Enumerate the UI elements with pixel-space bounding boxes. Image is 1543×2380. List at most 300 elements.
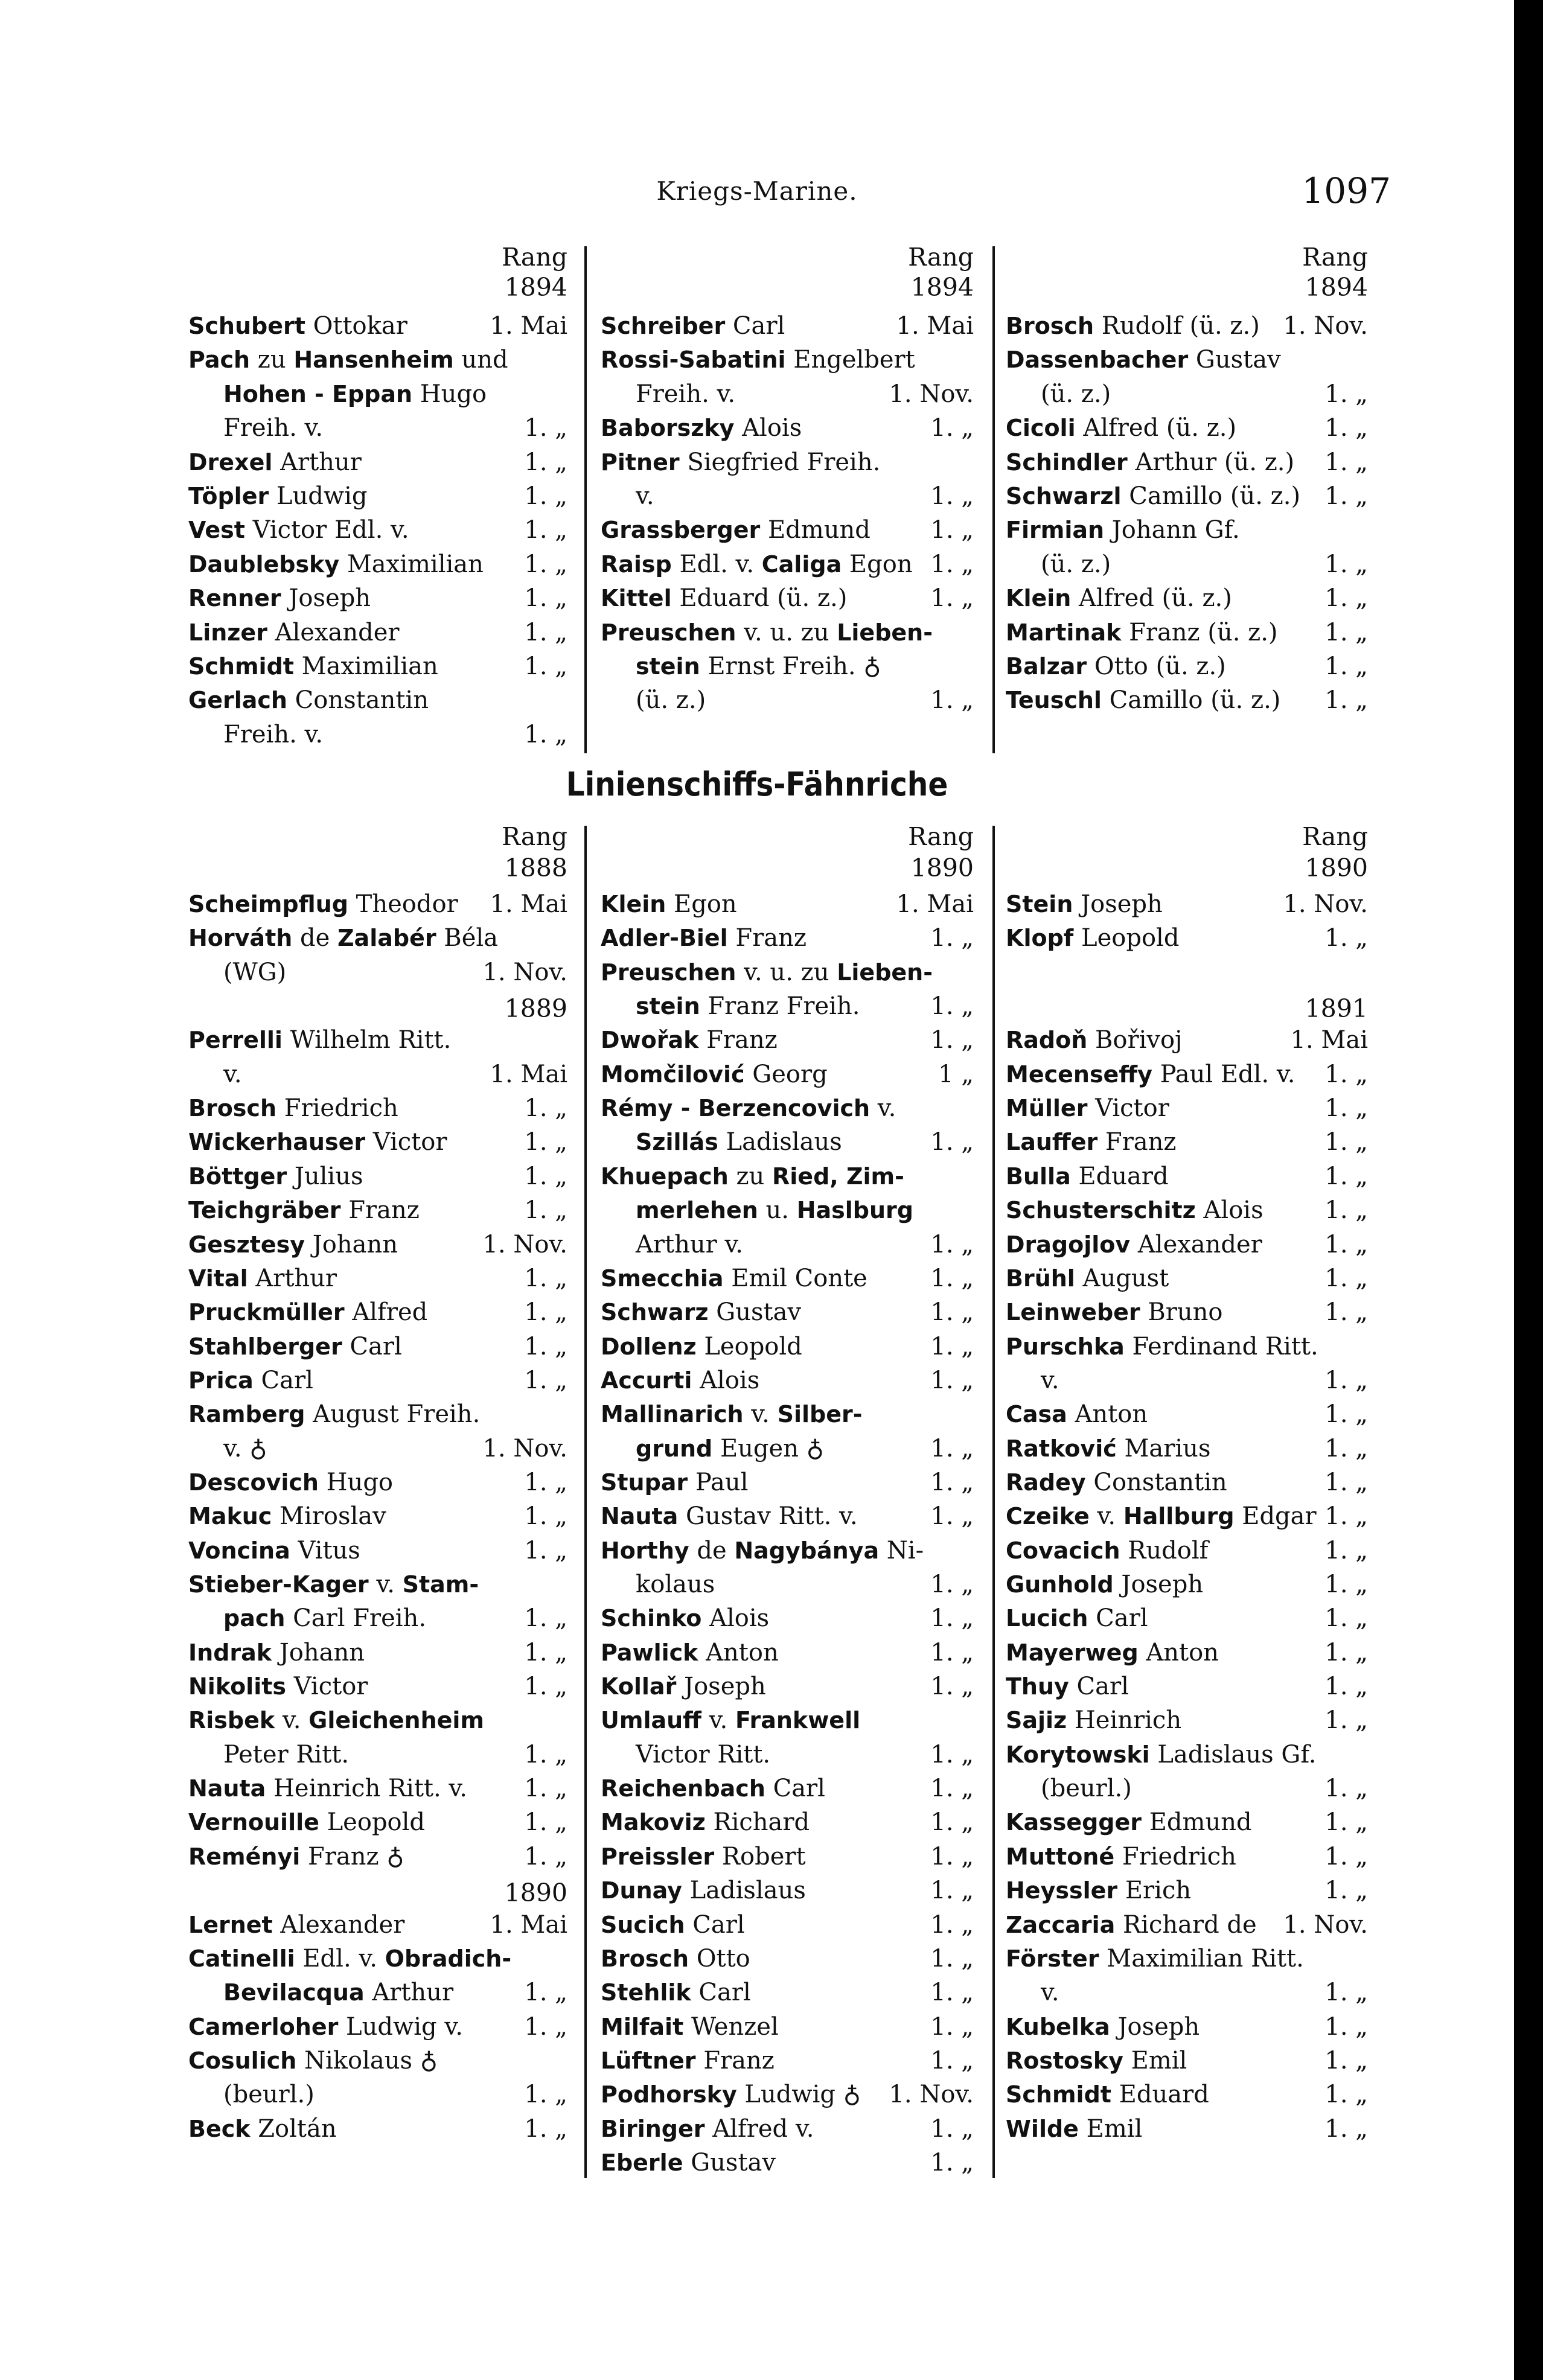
given-name: Friedrich bbox=[1114, 1842, 1236, 1871]
rang-heading: Rang bbox=[502, 243, 567, 272]
given-name: Ludwig ♁ bbox=[736, 2081, 861, 2109]
surname-part: Hallburg bbox=[1123, 1503, 1235, 1530]
surname: Beck bbox=[188, 2115, 251, 2142]
surname: stein bbox=[636, 993, 700, 1020]
rank-date: 1. „ bbox=[930, 1264, 974, 1292]
rank-date: 1. „ bbox=[1324, 2081, 1368, 2109]
given-name: (WG) bbox=[223, 958, 287, 986]
surname-part: Obradich- bbox=[385, 1945, 512, 1972]
roster-entry bbox=[1006, 1295, 1368, 1329]
rank-date: 1. „ bbox=[1324, 414, 1368, 442]
rank-date: 1. „ bbox=[1324, 1775, 1368, 1803]
given-name: kolaus bbox=[636, 1571, 715, 1598]
roster-entry bbox=[188, 1499, 567, 1533]
given-name: Carl bbox=[691, 1979, 751, 2007]
rank-date: 1. „ bbox=[524, 618, 567, 646]
rank-date: 1. „ bbox=[1324, 550, 1368, 578]
given-name: Georg bbox=[744, 1060, 828, 1088]
surname: Pach bbox=[188, 346, 251, 374]
surname-part: Ried, Zim- bbox=[772, 1163, 904, 1190]
surname: Risbek bbox=[188, 1707, 275, 1734]
rank-date: 1. „ bbox=[930, 1298, 974, 1327]
rank-date: 1. „ bbox=[930, 550, 974, 578]
rang-heading: Rang bbox=[1302, 822, 1368, 851]
given-name: Alois bbox=[734, 414, 802, 442]
rank-date: 1. „ bbox=[524, 1298, 567, 1327]
surname: Kollař bbox=[601, 1673, 677, 1700]
given-name: Alois bbox=[1195, 1196, 1263, 1225]
year-heading: 1890 bbox=[1305, 853, 1368, 882]
surname: Vernouille bbox=[188, 1809, 319, 1836]
rank-date: 1. „ bbox=[1324, 2114, 1368, 2143]
given-name: Richard bbox=[705, 1808, 810, 1837]
rank-date: 1. „ bbox=[1324, 2012, 1368, 2041]
rank-date: 1. Nov. bbox=[889, 2081, 974, 2109]
rank-date: 1. „ bbox=[524, 2012, 567, 2041]
surname: Reichenbach bbox=[601, 1775, 765, 1802]
given-name: Leopold bbox=[696, 1332, 802, 1361]
rank-date: 1. „ bbox=[930, 1673, 974, 1701]
surname: Korytowski bbox=[1006, 1741, 1150, 1768]
rank-date: 1. „ bbox=[524, 1162, 567, 1190]
surname: Renner bbox=[188, 585, 281, 612]
roster-entry bbox=[223, 1738, 567, 1772]
roster-entry bbox=[1006, 1432, 1368, 1466]
surname: Klopf bbox=[1006, 925, 1074, 952]
roster-entry bbox=[188, 1228, 567, 1262]
roster-entry bbox=[188, 1295, 567, 1329]
surname: Descovich bbox=[188, 1469, 319, 1496]
rank-date: 1. „ bbox=[1324, 1877, 1368, 1905]
surname: Voncina bbox=[188, 1537, 290, 1564]
given-name: Alexander bbox=[267, 618, 400, 646]
surname-part: Haslburg bbox=[796, 1197, 913, 1224]
given-name: (ü. z.) bbox=[1041, 550, 1111, 578]
roster-entry bbox=[601, 1601, 974, 1635]
roster-entry bbox=[601, 2044, 974, 2078]
roster-entry bbox=[1006, 1942, 1368, 1976]
rank-date: 1. „ bbox=[1324, 1434, 1368, 1463]
given-name: Eugen ♁ bbox=[712, 1434, 824, 1463]
surname: Catinelli bbox=[188, 1945, 295, 1972]
surname: Dragojlov bbox=[1006, 1231, 1131, 1258]
surname: Radey bbox=[1006, 1469, 1086, 1496]
rank-date: 1. „ bbox=[524, 1128, 567, 1157]
surname: Brosch bbox=[1006, 313, 1094, 339]
given-name: zu bbox=[728, 1162, 773, 1190]
roster-entry bbox=[1006, 683, 1368, 717]
rank-date: 1. „ bbox=[1324, 584, 1368, 613]
given-name: de bbox=[689, 1536, 735, 1565]
given-name: August Freih. bbox=[305, 1400, 481, 1429]
surname: stein bbox=[636, 653, 700, 680]
given-name: Nikolaus ♁ bbox=[296, 2046, 438, 2075]
surname: Scheimpflug bbox=[188, 891, 348, 917]
roster-entry bbox=[601, 2146, 974, 2180]
roster-entry bbox=[601, 547, 974, 581]
surname: Preissler bbox=[601, 1843, 715, 1870]
roster-entry bbox=[188, 1636, 567, 1670]
surname: Gunhold bbox=[1006, 1571, 1114, 1598]
roster-entry bbox=[601, 309, 974, 343]
roster-entry bbox=[188, 1942, 567, 1976]
given-name: Ladislaus bbox=[718, 1128, 842, 1157]
roster-entry bbox=[188, 2044, 567, 2078]
given-name: Ladislaus bbox=[682, 1877, 806, 1905]
given-name: Ladislaus Gf. bbox=[1149, 1740, 1317, 1769]
given-name: (ü. z.) bbox=[636, 686, 706, 715]
rank-date: 1. „ bbox=[524, 1775, 567, 1803]
roster-entry bbox=[601, 2010, 974, 2044]
rank-date: 1. Nov. bbox=[482, 1434, 567, 1463]
surname: Klein bbox=[601, 891, 666, 917]
roster-entry bbox=[223, 718, 567, 751]
surname: Thuy bbox=[1006, 1673, 1069, 1700]
rank-date: 1. „ bbox=[524, 448, 567, 476]
given-name: Constantin bbox=[1085, 1468, 1227, 1496]
rank-date: 1. „ bbox=[1324, 1298, 1368, 1327]
rank-date: 1. Mai bbox=[896, 312, 974, 340]
column-divider bbox=[992, 246, 995, 753]
rank-date: 1. Nov. bbox=[889, 380, 974, 408]
given-name: Arthur (ü. z.) bbox=[1127, 448, 1295, 476]
roster-entry bbox=[1006, 2112, 1368, 2146]
rank-date: 1. „ bbox=[1324, 1128, 1368, 1157]
surname: Umlauff bbox=[601, 1707, 701, 1734]
roster-entry bbox=[601, 1670, 974, 1703]
rank-date: 1. „ bbox=[1324, 1162, 1368, 1190]
roster-entry bbox=[188, 479, 567, 513]
given-name: Franz bbox=[340, 1196, 420, 1225]
surname: Zaccaria bbox=[1006, 1911, 1116, 1938]
surname: Rossi-Sabatini bbox=[601, 346, 786, 374]
given-name: v. bbox=[1041, 1366, 1059, 1394]
rank-date: 1. „ bbox=[524, 1332, 567, 1361]
roster-entry bbox=[601, 616, 974, 649]
surname: Lernet bbox=[188, 1911, 273, 1938]
roster-entry bbox=[1006, 1738, 1368, 1772]
rank-date: 1. „ bbox=[524, 1468, 567, 1496]
rank-date: 1. „ bbox=[930, 1979, 974, 2007]
roster-entry bbox=[188, 581, 567, 615]
roster-entry bbox=[188, 921, 567, 955]
given-name: Johann bbox=[305, 1230, 398, 1259]
surname: Mecenseffy bbox=[1006, 1061, 1152, 1088]
roster-entry bbox=[636, 649, 974, 683]
surname: Camerloher bbox=[188, 2013, 339, 2040]
given-name: Hugo bbox=[318, 1468, 393, 1496]
surname-part: Zalabér bbox=[337, 925, 436, 952]
rank-date: 1. „ bbox=[930, 1026, 974, 1054]
roster-entry bbox=[223, 1432, 567, 1466]
rank-date: 1. „ bbox=[1324, 1842, 1368, 1871]
rank-date: 1. „ bbox=[524, 2114, 567, 2143]
roster-entry bbox=[601, 1364, 974, 1397]
surname: Brosch bbox=[601, 1945, 689, 1972]
given-name: v. bbox=[368, 1571, 403, 1598]
given-name-part: Edgar bbox=[1234, 1502, 1317, 1531]
roster-entry bbox=[601, 1976, 974, 2009]
roster-entry bbox=[1006, 2010, 1368, 2044]
rank-date: 1. Mai bbox=[490, 1910, 567, 1939]
given-name: Franz Freih. bbox=[700, 992, 860, 1021]
rank-date: 1. „ bbox=[1324, 1060, 1368, 1088]
surname: Muttoné bbox=[1006, 1843, 1115, 1870]
surname: Radoň bbox=[1006, 1027, 1088, 1054]
roster-entry bbox=[601, 1908, 974, 1942]
given-name: Franz bbox=[1097, 1128, 1177, 1157]
year-subheading: 1889 bbox=[504, 994, 567, 1024]
surname: Schmidt bbox=[188, 653, 294, 680]
given-name: Victor Edl. v. bbox=[244, 516, 409, 544]
given-name: Carl bbox=[253, 1366, 313, 1394]
given-name: zu bbox=[250, 346, 294, 374]
roster-entry bbox=[1006, 1703, 1368, 1737]
given-name: Ludwig v. bbox=[338, 2012, 463, 2041]
surname: Czeike bbox=[1006, 1503, 1090, 1530]
given-name: Ottokar bbox=[305, 312, 407, 340]
roster-entry bbox=[1041, 1772, 1368, 1805]
rank-date: 1. „ bbox=[930, 1842, 974, 1871]
given-name: Miroslav bbox=[272, 1502, 386, 1531]
roster-entry bbox=[1006, 1262, 1368, 1295]
roster-entry bbox=[188, 343, 567, 377]
given-name: v. bbox=[223, 1060, 242, 1088]
roster-entry bbox=[601, 1023, 974, 1057]
roster-entry bbox=[601, 1772, 974, 1805]
roster-entry bbox=[601, 1262, 974, 1295]
given-name: Gustav bbox=[683, 2148, 776, 2177]
roster-entry bbox=[188, 1160, 567, 1193]
roster-entry bbox=[188, 1703, 567, 1737]
rank-date: 1. „ bbox=[524, 1842, 567, 1871]
roster-entry bbox=[1006, 2044, 1368, 2078]
given-name: Theodor bbox=[348, 890, 458, 918]
roster-entry bbox=[1006, 1466, 1368, 1499]
surname: Leinweber bbox=[1006, 1299, 1140, 1326]
rank-date: 1. „ bbox=[930, 924, 974, 952]
roster-entry bbox=[601, 1942, 974, 1976]
surname: Milfait bbox=[601, 2013, 684, 2040]
given-name: Peter Ritt. bbox=[223, 1740, 350, 1769]
given-name: Carl bbox=[342, 1332, 402, 1361]
given-name: Alfred (ü. z.) bbox=[1075, 414, 1237, 442]
given-name: Johann Gf. bbox=[1104, 516, 1240, 544]
roster-entry bbox=[188, 2010, 567, 2044]
rank-date: 1. „ bbox=[524, 482, 567, 510]
roster-entry bbox=[1006, 513, 1368, 547]
given-name: Camillo (ü. z.) bbox=[1121, 482, 1301, 510]
given-name: Alois bbox=[692, 1366, 760, 1394]
given-name: Victor bbox=[286, 1673, 368, 1701]
roster-entry bbox=[601, 1874, 974, 1907]
given-name: Emil Conte bbox=[723, 1264, 867, 1292]
rank-date: 1. „ bbox=[1324, 1979, 1368, 2007]
given-name: Freih. v. bbox=[223, 414, 324, 442]
rank-date: 1. „ bbox=[930, 482, 974, 510]
roster-entry bbox=[1006, 887, 1368, 921]
given-name: v. u. zu bbox=[736, 958, 837, 986]
surname: Indrak bbox=[188, 1639, 272, 1666]
surname: Bevilacqua bbox=[223, 1979, 365, 2006]
surname: Schreiber bbox=[601, 313, 726, 339]
roster-entry bbox=[188, 616, 567, 649]
year-heading: 1894 bbox=[504, 273, 567, 302]
given-name: Rudolf bbox=[1120, 1536, 1209, 1565]
given-name: Constantin bbox=[287, 686, 429, 715]
given-name: Victor Ritt. bbox=[636, 1740, 771, 1769]
surname: Schwarzl bbox=[1006, 483, 1122, 509]
rank-date: 1. Nov. bbox=[482, 1230, 567, 1259]
given-name: Anton bbox=[1067, 1400, 1148, 1429]
given-name: Ferdinand Ritt. bbox=[1124, 1332, 1318, 1361]
given-name: Camillo (ü. z.) bbox=[1101, 686, 1281, 715]
surname: Nauta bbox=[188, 1775, 266, 1802]
rank-date: 1. „ bbox=[1324, 1400, 1368, 1429]
roster-entry bbox=[636, 1125, 974, 1159]
given-name: Alexander bbox=[272, 1910, 405, 1939]
surname: Balzar bbox=[1006, 653, 1087, 680]
roster-entry bbox=[601, 513, 974, 547]
rank-date: 1. „ bbox=[930, 1502, 974, 1531]
surname: Kubelka bbox=[1006, 2013, 1110, 2040]
rank-date: 1. Nov. bbox=[482, 958, 567, 986]
surname: Accurti bbox=[601, 1367, 692, 1394]
given-name: Franz bbox=[695, 2046, 775, 2075]
given-name: Emil bbox=[1123, 2046, 1187, 2075]
roster-entry bbox=[1006, 1330, 1368, 1364]
running-header: Kriegs-Marine. bbox=[656, 176, 858, 206]
roster-entry bbox=[636, 1193, 974, 1227]
rank-date: 1. „ bbox=[930, 584, 974, 613]
surname: Stahlberger bbox=[188, 1333, 342, 1360]
surname: Teuschl bbox=[1006, 687, 1102, 714]
rank-date: 1. „ bbox=[524, 1366, 567, 1394]
roster-entry bbox=[1006, 2078, 1368, 2111]
given-name: Gustav Ritt. v. bbox=[678, 1502, 858, 1531]
surname: Stupar bbox=[601, 1469, 688, 1496]
rank-date: 1. „ bbox=[930, 1638, 974, 1667]
surname: Horváth bbox=[188, 925, 293, 952]
roster-entry bbox=[1006, 1023, 1368, 1057]
surname: Brühl bbox=[1006, 1265, 1075, 1292]
rank-date: 1. „ bbox=[930, 414, 974, 442]
surname: Brosch bbox=[188, 1095, 277, 1122]
rank-date: 1. „ bbox=[930, 1604, 974, 1633]
surname: Khuepach bbox=[601, 1163, 729, 1190]
roster-entry bbox=[188, 1125, 567, 1159]
roster-entry bbox=[636, 683, 974, 717]
given-name: Franz (ü. z.) bbox=[1121, 618, 1278, 646]
given-name: Rudolf (ü. z.) bbox=[1094, 312, 1260, 340]
given-name: Heinrich bbox=[1067, 1706, 1182, 1735]
roster-entry bbox=[1006, 1670, 1368, 1703]
given-name: v. bbox=[636, 482, 654, 510]
given-name: Eduard (ü. z.) bbox=[671, 584, 848, 613]
given-name: Alexander bbox=[1130, 1230, 1262, 1259]
roster-entry bbox=[1006, 581, 1368, 615]
rank-date: 1. „ bbox=[1324, 1468, 1368, 1496]
given-name: Friedrich bbox=[276, 1094, 398, 1123]
roster-entry bbox=[1006, 1058, 1368, 1091]
rank-date: 1. „ bbox=[1324, 1808, 1368, 1837]
given-name: Gustav bbox=[1188, 346, 1281, 374]
surname-part: Caliga bbox=[761, 550, 842, 578]
roster-entry bbox=[1006, 1397, 1368, 1431]
rank-date: 1. „ bbox=[1324, 1230, 1368, 1259]
roster-entry bbox=[601, 1058, 974, 1091]
surname-part: Stam- bbox=[402, 1571, 479, 1598]
roster-entry bbox=[1041, 547, 1368, 581]
surname: Szillás bbox=[636, 1129, 718, 1156]
given-name: Ernst Freih. ♁ bbox=[700, 652, 881, 680]
roster-entry bbox=[601, 343, 974, 377]
rank-date: 1. „ bbox=[930, 2114, 974, 2143]
given-name: Eduard bbox=[1111, 2081, 1209, 2109]
rank-date: 1. „ bbox=[1324, 618, 1368, 646]
given-name: Joseph bbox=[1113, 1571, 1204, 1598]
roster-entry bbox=[1006, 1125, 1368, 1159]
year-heading: 1894 bbox=[910, 273, 974, 302]
given-name: Paul Edl. v. bbox=[1152, 1060, 1295, 1088]
given-name: Paul bbox=[688, 1468, 749, 1496]
roster-entry bbox=[1006, 1840, 1368, 1874]
year-heading: 1888 bbox=[504, 853, 567, 882]
roster-entry bbox=[636, 377, 974, 411]
given-name: Edl. v. bbox=[295, 1944, 385, 1973]
given-name: Leopold bbox=[1073, 924, 1180, 952]
roster-entry bbox=[601, 2078, 974, 2111]
surname: Eberle bbox=[601, 2149, 683, 2176]
surname: Preuschen bbox=[601, 619, 736, 646]
roster-entry bbox=[1006, 1568, 1368, 1601]
surname: Prica bbox=[188, 1367, 254, 1394]
surname: Gesztesy bbox=[188, 1231, 305, 1258]
roster-entry bbox=[223, 2078, 567, 2111]
surname: Förster bbox=[1006, 1945, 1099, 1972]
roster-entry bbox=[188, 683, 567, 717]
roster-entry bbox=[188, 309, 567, 343]
roster-entry bbox=[601, 887, 974, 921]
roster-entry bbox=[1006, 921, 1368, 955]
roster-entry bbox=[188, 649, 567, 683]
roster-entry bbox=[601, 1330, 974, 1364]
rank-date: 1. „ bbox=[524, 1536, 567, 1565]
given-name: Joseph bbox=[281, 584, 371, 613]
roster-entry bbox=[1006, 1874, 1368, 1907]
roster-entry bbox=[601, 1499, 974, 1533]
rank-date: 1. „ bbox=[524, 1196, 567, 1225]
rank-date: 1. „ bbox=[524, 1094, 567, 1123]
rank-date: 1. Mai bbox=[896, 890, 974, 918]
rank-date: 1. „ bbox=[1324, 1196, 1368, 1225]
roster-entry bbox=[188, 1772, 567, 1805]
rank-date: 1. „ bbox=[1324, 1571, 1368, 1598]
surname: Heyssler bbox=[1006, 1877, 1118, 1904]
rang-heading: Rang bbox=[908, 243, 974, 272]
rank-date: 1. „ bbox=[524, 1604, 567, 1633]
column-divider bbox=[584, 826, 587, 2178]
surname: Vest bbox=[188, 517, 245, 544]
roster-entry bbox=[636, 1432, 974, 1466]
given-name: Carl bbox=[1088, 1604, 1148, 1633]
rank-date: 1. „ bbox=[1324, 1706, 1368, 1735]
rank-date: 1. „ bbox=[930, 1332, 974, 1361]
given-name: Carl bbox=[765, 1775, 825, 1803]
surname: Schwarz bbox=[601, 1299, 709, 1326]
rank-date: 1. „ bbox=[1324, 686, 1368, 715]
rank-date: 1. Mai bbox=[490, 312, 567, 340]
